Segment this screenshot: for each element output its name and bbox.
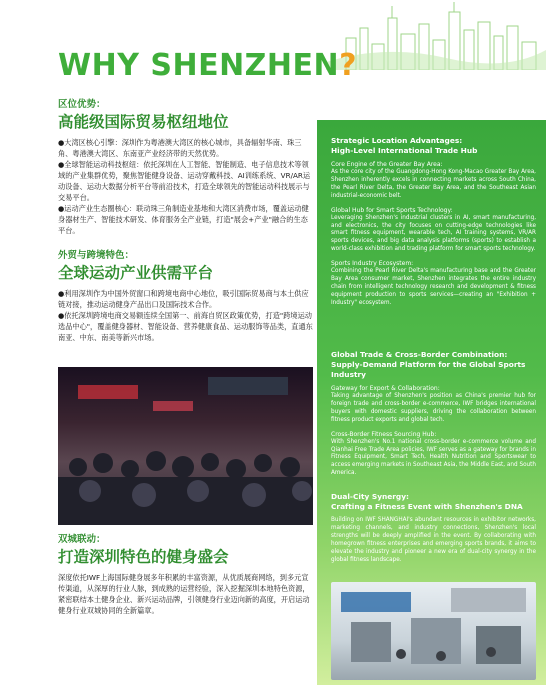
block2-item-title: Cross-Border Fitness Sourcing Hub: [331,430,437,438]
block2-item-title: Gateway for Export & Collaboration: [331,385,440,392]
exhibition-crowd-photo [58,367,313,525]
right-block-1 [331,136,536,314]
block1-item-body: Combining the Pearl River Delta's manufacturing base and the Greater Bay Area consumer market, Shenzhen integrates the entire industry chain from intelligent technology research and development & fitness equipment production to sports services—creating an "Exhibition + Industry" ecosystem. [331,268,536,306]
section2-heading: 全球运动产业供需平台 [58,264,214,282]
right-block-3 [331,492,536,564]
section1-subtitle: 区位优势： [58,99,106,110]
section2-subtitle: 外贸与跨境特色： [58,250,135,261]
section1-bullet: ●运动产业生态圈核心：联动珠三角制造业基地和大湾区消费市场，覆盖运动健身器材生产、智能技术研发、体育服务全产业链，打造"展会+产业"融合的生态平台。 [58,204,309,235]
title-question-mark: ? [339,48,358,83]
section3-subtitle: 双城联动： [58,534,106,545]
city-skyline-illustration [326,0,546,70]
block1-heading: Strategic Location Advantages: [331,136,463,145]
section3-paragraph: 深度依托IWF上海国际健身展多年积累的丰富资源，从优质展商网络，到多元宣传渠道，从深厚的行业人脉，到成熟的运营经验，深入挖掘深圳本地特色资源，紧密联结本土健身企业、新兴运动品牌，引领健身行业迈向新的高度，开启运动健身行业双城协同的全新篇章。 [58,573,310,615]
block2-item-body: Taking advantage of Shenzhen's position as China's premier hub for foreign trade and cross-border e-commerce, IWF bridges international buyers with domestic suppliers, driving the collaboration between fitness product exports and global tech. [331,393,536,423]
section1-bullet: ●全球智能运动科技枢纽：依托深圳在人工智能、智能制造、电子信息技术等领域的产业集群优势，聚焦智能健身设备、运动穿戴科技、AI训练系统、VR/AR运动设备、运动大数据分析平台等前沿技术，打造全球领先的智能运动科技展示与交易平台。 [58,160,311,202]
block2-heading: Global Trade & Cross-Border Combination: [331,350,508,359]
section1-bullet: ●大湾区核心引擎：深圳作为粤港澳大湾区的核心城市，具备辐射华南、珠三角、粤港澳大湾区、东南亚产业经济带的天然优势。 [58,138,302,158]
section2-bullet: ●利用深圳作为中国外贸窗口和跨境电商中心地位，吸引国际贸易商与本土供应链对接，推动运动健身产品出口及国际技术合作。 [58,289,309,309]
block1-item-title: Sports Industry Ecosystem: [331,260,414,268]
block1-item-body: Leveraging Shenzhen's industrial clusters in AI, smart manufacturing, and electronics, the city focuses on cutting-edge technologies like smart fitness equipment, wearable tech, AI training systems, VR/AR sports devices, and big data analysis platforms (sports) to establish a world-class exhibition and trading platform for smart sports technology. [331,214,536,253]
exhibition-booth-photo [331,582,536,680]
right-block-2 [331,350,536,484]
block3-heading2: Crafting a Fitness Event with Shenzhen's DNA [331,502,523,511]
block1-item-body: As the core city of the Guangdong-Hong Kong-Macao Greater Bay Area, Shenzhen inherently excels in connecting markets across South China, the Pearl River Delta, the Greater Bay Area, and the Southeast Asian industrial-economic belt. [331,169,536,199]
section3 [58,533,313,616]
block2-heading2: Supply-Demand Platform for the Global Sports Industry [331,360,526,379]
block3-body: Building on IWF SHANGHAI's abundant resources in exhibitor networks, marketing channels, and industry connections, Shenzhen's local strengths will be deeply amplified in the event. By collaborating with homegrown fitness enterprises and emerging sports brands, it aims to elevate the industry and pioneer a new era of dual-city synergy in the global fitness landscape. [331,517,536,563]
block1-item-title: Core Engine of the Greater Bay Area: [331,161,443,168]
section3-heading: 打造深圳特色的健身盛会 [58,548,229,566]
block2-item-body: With Shenzhen's No.1 national cross-border e-commerce volume and Qianhai Free Trade Area policies, IWF serves as a gateway for brands in Fitness Equipment, Smart Tech, Health Nutrition and Sportswear to access emerging markets in Southeast Asia, the Middle East, and South America. [331,438,536,477]
section2-bullet: ●依托深圳跨境电商交易额连续全国第一、前海自贸区政策优势，打造"跨境运动选品中心"，覆盖健身器材、智能设备、营养健康食品、运动服饰等品类，直通东南亚、中东、南美等新兴市场。 [58,311,313,342]
section1-heading: 高能级国际贸易枢纽地位 [58,113,229,131]
page-title: WHY SHENZHEN? [58,48,358,83]
right-green-panel [317,120,546,685]
block3-heading: Dual-City Synergy: [331,492,409,501]
block1-heading2: High-Level International Trade Hub [331,146,478,155]
block1-item-title: Global Hub for Smart Sports Technology: [331,206,453,214]
left-column [58,98,313,343]
